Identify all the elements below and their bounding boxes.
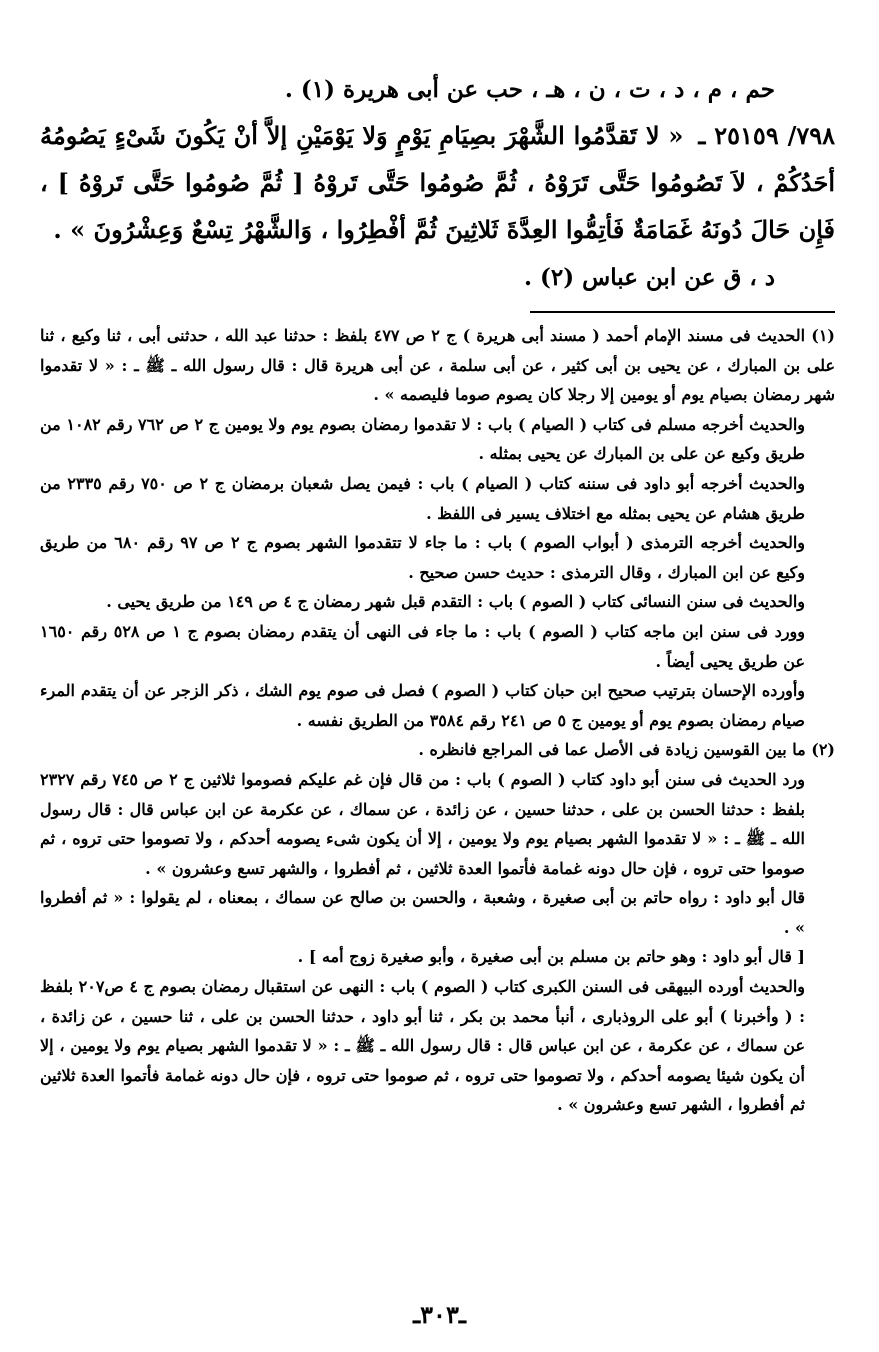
hadith-number: ٧٩٨/ ٢٥١٥٩ ـ — [698, 121, 836, 150]
hadith-text — [40, 112, 835, 253]
source-reference-top: حم ، م ، د ، ت ، ن ، هـ ، حب عن أبى هريرة (١) . — [284, 76, 775, 103]
footnote-paragraph: والحديث أخرجه مسلم فى كتاب ( الصيام ) باب : لا تقدموا رمضان بصوم يوم ولا يومين ج ٢ ص ٧٦٢ رقم ١٠٨٢ من طريق وكيع عن على بن المبارك عن يحيى بمثله . — [40, 414, 806, 464]
footnotes — [40, 321, 835, 1120]
footnote-paragraph: والحديث أورده البيهقى فى السنن الكبرى كتاب ( الصوم ) باب : النهى عن استقبال رمضان بصوم ج ٤ ص٢٠٧ بلفظ : ( وأخبرنا ) أبو على الروذبارى ، أنبأ محمد بن بكر ، ثنا أبو داود ، حدثنا الحسن بن على ، ثنا حسين ، عن زائدة ، عن سماك ، عن عكرمة ، عن ابن عباس قال : قال رسول الله ـ ﷺ ـ : « لا تقدموا الشهر بصيام يوم ولا يومين ، إلا أن يكون شيئا يصومه أحدكم ، ولا تصوموا حتى تروه ، ثم صوموا حتى تروه ، فإن حال دونه غمامة فأتموا العدة ثلاثين ثم أفطروا ، الشهر تسع وعشرون » . — [40, 977, 806, 1115]
footnote-separator — [530, 311, 835, 313]
footnote-paragraph: وورد فى سنن ابن ماجه كتاب ( الصوم ) باب : ما جاء فى النهى أن يتقدم رمضان بصوم ج ١ ص ٥٢٨ رقم ١٦٥٠ عن طريق يحيى أيضاً . — [40, 621, 805, 671]
footnote-paragraph: والحديث فى سنن النسائى كتاب ( الصوم ) باب : التقدم قبل شهر رمضان ج ٤ ص ١٤٩ من طريق يحيى . — [106, 592, 805, 612]
source-reference-bottom: د ، ق عن ابن عباس (٢) . — [524, 264, 775, 291]
footnote-paragraph: قال أبو داود : رواه حاتم بن أبى صغيرة ، وشعبة ، والحسن بن صالح عن سماك ، بمعناه ، لم يقولوا : « ثم أفطروا » . — [40, 888, 805, 937]
page-number: ـ٣٠٣ـ — [413, 1300, 466, 1329]
footnote-paragraph: ورد الحديث فى سنن أبو داود كتاب ( الصوم ) باب : من قال فإن غم عليكم فصوموا ثلاثين ج ٢ ص ٧٤٥ رقم ٢٣٢٧ بلفظ : حدثنا الحسن بن على ، حدثنا حسين ، عن زائدة ، عن سماك ، عن عكرمة عن ابن عباس قال : قال رسول الله ـ ﷺ ـ : « لا تقدموا الشهر بصيام يوم ولا يومين ، إلا أن يكون شىء يصومه أحدكم ، ولا تصوموا حتى تروه ، ثم صوموا حتى تروه ، فإن حال دونه غمامة فأتموا العدة ثلاثين ، ثم أفطروا ، والشهر تسع وعشرون » . — [40, 769, 805, 878]
footnote-paragraph: (١) الحديث فى مسند الإمام أحمد ( مسند أبى هريرة ) ج ٢ ص ٤٧٧ بلفظ : حدثنا عبد الله ، حدثنى أبى ، ثنا وكيع ، ثنا على بن المبارك ، عن يحيى بن أبى كثير ، عن أبى سلمة ، عن أبى هريرة قال : قال رسول الله ـ ﷺ ـ : « لا تقدموا شهر رمضان بصيام يوم أو يومين إلا رجلا كان يصوم صوما فليصمه » . — [40, 326, 835, 405]
footnote-paragraph: والحديث أخرجه أبو داود فى سننه كتاب ( الصيام ) باب : فيمن يصل شعبان برمضان ج ٢ ص ٧٥٠ رقم ٢٣٣٥ من طريق هشام عن يحيى بمثله مع اختلاف يسير فى اللفظ . — [40, 473, 805, 523]
footnote-paragraph: وأورده الإحسان بترتيب صحيح ابن حبان كتاب ( الصوم ) فصل فى صوم يوم الشك ، ذكر الزجر عن أن يتقدم المرء صيام رمضان بصوم يوم أو يومين ج ٥ ص ٢٤١ رقم ٣٥٨٤ من الطريق نفسه . — [40, 681, 805, 730]
page-content — [40, 70, 835, 1120]
footnote-paragraph: (٢) ما بين القوسين زيادة فى الأصل عما فى المراجع فانظره . — [418, 740, 835, 760]
footnote-paragraph: والحديث أخرجه الترمذى ( أبواب الصوم ) باب : ما جاء لا تتقدموا الشهر بصوم ج ٢ ص ٩٧ رقم ٦٨٠ من طريق وكيع عن ابن المبارك ، وقال الترمذى : حديث حسن صحيح . — [40, 533, 805, 582]
footnote-paragraph: [ قال أبو داود : وهو حاتم بن مسلم بن أبى صغيرة ، وأبو صغيرة زوج أمه ] . — [297, 947, 805, 967]
hadith-body: « لا تَقدَّمُوا الشَّهْرَ بصِيَامِ يَوْمٍ وَلا يَوْمَيْنِ إلاَّ أنْ يَكُونَ شَىْءٍ يَصُومُهُ أحَدُكُمْ ، لاَ تَصُومُوا حَتَّى تَرَوْهُ ، ثُمَّ صُومُوا حَتَّى تَروْهُ [ ثُمَّ صُومُوا حَتَّى تَروْهُ ] ، فَإِن حَالَ دُونَهُ غَمَامَةٌ فَأتِمُّوا العِدَّةَ ثَلاثِينَ ثُمَّ أفْطِرُوا ، وَالشَّهْرُ تِسْعٌ وَعِشْرُونَ » . — [40, 121, 835, 244]
